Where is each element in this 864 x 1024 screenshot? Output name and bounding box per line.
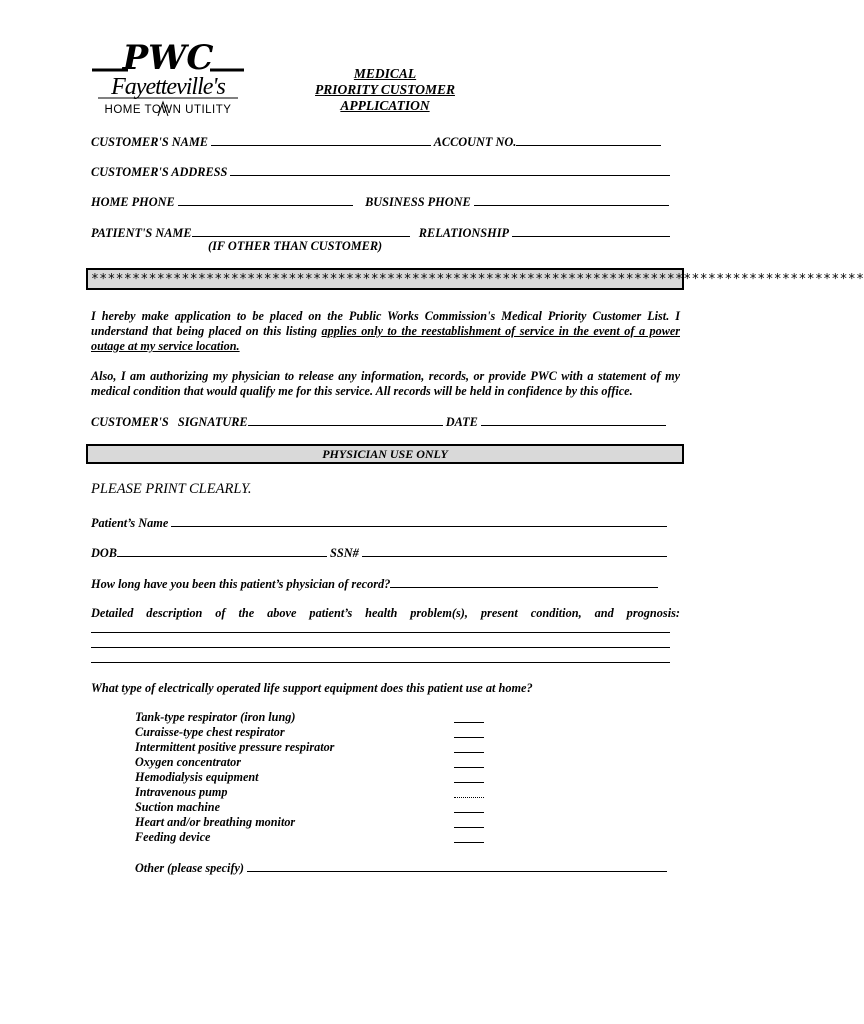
svg-text:Fayetteville's: Fayetteville's [111, 74, 225, 100]
physician-patient-name-row [91, 514, 667, 531]
physician-use-only-header: PHYSICIAN USE ONLY [86, 444, 684, 464]
star-divider-text: ********************************************************************************************** [91, 272, 864, 287]
other-equipment-field[interactable] [247, 859, 667, 872]
equipment-check-blank[interactable] [454, 767, 484, 768]
date-label: DATE [445, 415, 478, 429]
star-divider [86, 268, 864, 290]
relationship-label: RELATIONSHIP [418, 226, 509, 240]
equipment-check-blank[interactable] [454, 722, 484, 723]
customer-name-label: CUSTOMER'S NAME [91, 135, 208, 149]
equipment-question: What type of electrically operated life support equipment does this patient use at home? [91, 681, 533, 695]
account-number-label: ACCOUNT NO. [433, 135, 517, 149]
dob-label: DOB [91, 546, 117, 560]
customer-address-label: CUSTOMER'S ADDRESS [91, 165, 228, 179]
ssn-field[interactable] [362, 544, 667, 557]
pwc-logo-image [88, 36, 248, 120]
equipment-item-label: Feeding device [135, 830, 211, 844]
phone-row [91, 193, 669, 210]
patient-name-field[interactable] [192, 224, 410, 237]
physician-duration-row [91, 575, 658, 592]
pwc-logo [88, 36, 248, 120]
other-equipment-row [135, 859, 667, 876]
customer-name-field[interactable] [211, 133, 431, 146]
health-description-label: Detailed description of the above patient’s health problem(s), present condition, and prognosis: [91, 606, 680, 620]
form-title-line1: MEDICAL [353, 66, 417, 81]
customer-name-row [91, 133, 661, 150]
ssn-label: SSN# [330, 546, 359, 560]
authorization-paragraph-1 [91, 309, 680, 354]
physician-patient-name-label: Patient’s Name [91, 516, 169, 530]
physician-patient-name-field[interactable] [171, 514, 667, 527]
account-number-field[interactable] [516, 133, 661, 146]
equipment-check-blank[interactable] [454, 812, 484, 813]
equipment-item-label: Curaisse-type chest respirator [135, 725, 285, 739]
equipment-item-label: Intermittent positive pressure respirator [135, 740, 335, 754]
dob-field[interactable] [117, 544, 327, 557]
physician-duration-field[interactable] [390, 575, 658, 588]
equipment-check-blank[interactable] [454, 737, 484, 738]
relationship-field[interactable] [512, 224, 670, 237]
equipment-check-blank[interactable] [454, 842, 484, 843]
description-line-3[interactable] [91, 662, 670, 663]
date-field[interactable] [481, 413, 666, 426]
equipment-item-label: Intravenous pump [135, 785, 228, 799]
equipment-item-label: Suction machine [135, 800, 220, 814]
equipment-item-label: Heart and/or breathing monitor [135, 815, 296, 829]
other-equipment-label: Other (please specify) [135, 861, 244, 875]
description-line-2[interactable] [91, 647, 670, 648]
please-print-clearly: PLEASE PRINT CLEARLY. [91, 481, 252, 497]
home-phone-label: HOME PHONE [91, 195, 175, 209]
equipment-item-label: Tank-type respirator (iron lung) [135, 710, 296, 724]
equipment-check-blank[interactable] [454, 752, 484, 753]
paragraph-1-text: I hereby make application to be placed on the Public Works Commission's Medical Priority Customer List. I understand that being placed on this listing [91, 309, 680, 338]
equipment-item-label: Hemodialysis equipment [135, 770, 259, 784]
authorization-paragraph-2: Also, I am authorizing my physician to release any information, records, or provide PWC with a statement of my medical condition that would qualify me for this service. All records will be held in confidence by this office. [91, 369, 680, 398]
form-title-line2: PRIORITY CUSTOMER [315, 82, 455, 97]
signature-label: CUSTOMER'S SIGNATURE [91, 415, 248, 429]
patient-name-label: PATIENT'S NAME [91, 226, 192, 240]
physician-duration-label: How long have you been this patient’s physician of record? [91, 577, 391, 591]
home-phone-field[interactable] [178, 193, 353, 206]
description-line-1[interactable] [91, 632, 670, 633]
equipment-check-blank[interactable] [454, 782, 484, 783]
signature-field[interactable] [248, 413, 443, 426]
business-phone-field[interactable] [474, 193, 669, 206]
form-title-line3: APPLICATION [340, 98, 430, 113]
svg-text:PWC: PWC [122, 38, 214, 78]
svg-text:HOME TOWN UTILITY: HOME TOWN UTILITY [104, 104, 232, 116]
customer-address-row [91, 163, 670, 180]
customer-address-field[interactable] [230, 163, 670, 176]
equipment-check-blank[interactable] [454, 797, 484, 798]
signature-row [91, 413, 666, 430]
equipment-check-blank[interactable] [454, 827, 484, 828]
dob-ssn-row [91, 544, 667, 561]
equipment-item-label: Oxygen concentrator [135, 755, 241, 769]
patient-note: (IF OTHER THAN CUSTOMER) [208, 239, 383, 253]
business-phone-label: BUSINESS PHONE [365, 195, 471, 209]
paragraph-1-underlined: applies only to the reestablishment of service in the event of a power outage at my service location. [91, 324, 680, 353]
